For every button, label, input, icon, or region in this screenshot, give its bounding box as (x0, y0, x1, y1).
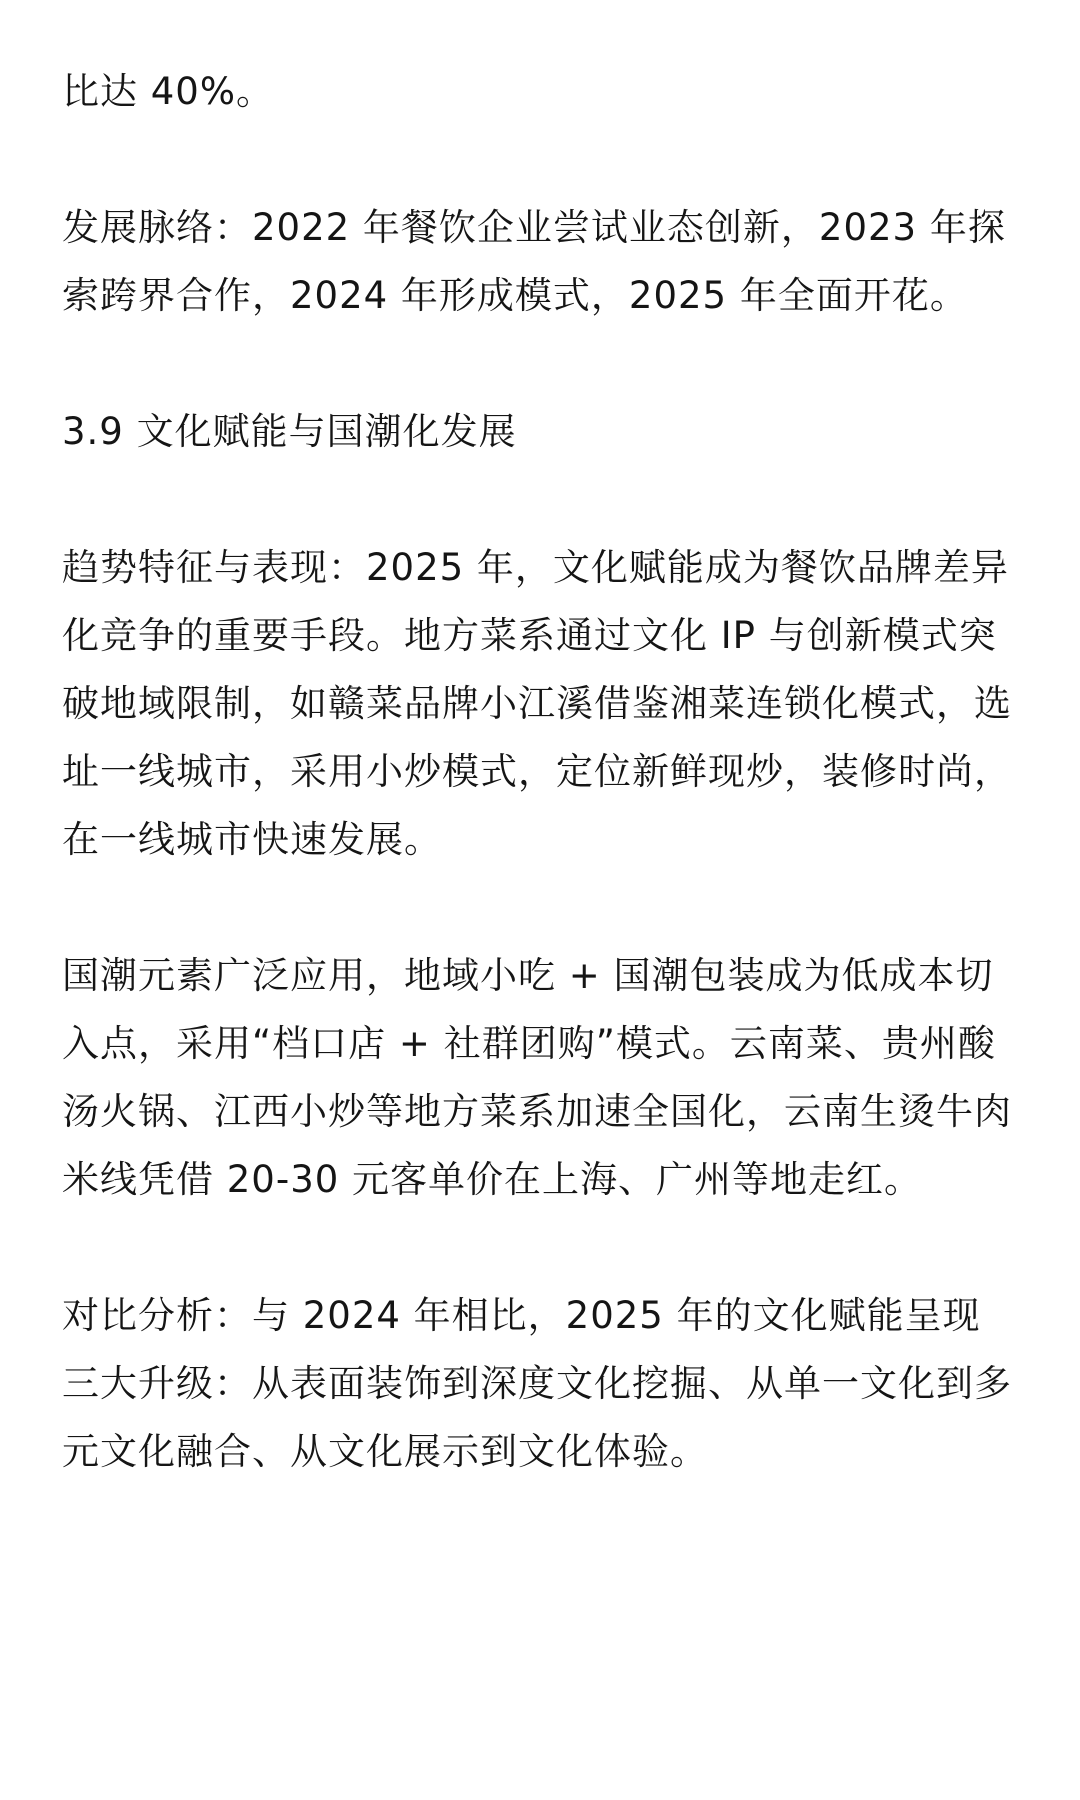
paragraph-trend: 趋势特征与表现：2025 年，文化赋能成为餐饮品牌差异化竞争的重要手段。地方菜系通过文化 IP 与创新模式突破地域限制，如赣菜品牌小江溪借鉴湘菜连锁化模式，选址一线城市，采用小炒模式，定位新鲜现炒，装修时尚，在一线城市快速发展。 (62, 546, 1012, 861)
paragraph-timeline: 发展脉络：2022 年餐饮企业尝试业态创新，2023 年探索跨界合作，2024 年形成模式，2025 年全面开花。 (62, 206, 1006, 317)
paragraph-guochao: 国潮元素广泛应用，地域小吃 + 国潮包装成为低成本切入点，采用“档口店 + 社群团购”模式。云南菜、贵州酸汤火锅、江西小炒等地方菜系加速全国化，云南生烫牛肉米线凭借 20-30 元客单价在上海、广州等地走红。 (62, 954, 1012, 1201)
paragraph-comparison: 对比分析：与 2024 年相比，2025 年的文化赋能呈现三大升级：从表面装饰到深度文化挖掘、从单一文化到多元文化融合、从文化展示到文化体验。 (62, 1294, 1012, 1473)
paragraph-continuation: 比达 40%。 (62, 70, 274, 113)
section-heading: 3.9 文化赋能与国潮化发展 (62, 410, 517, 453)
